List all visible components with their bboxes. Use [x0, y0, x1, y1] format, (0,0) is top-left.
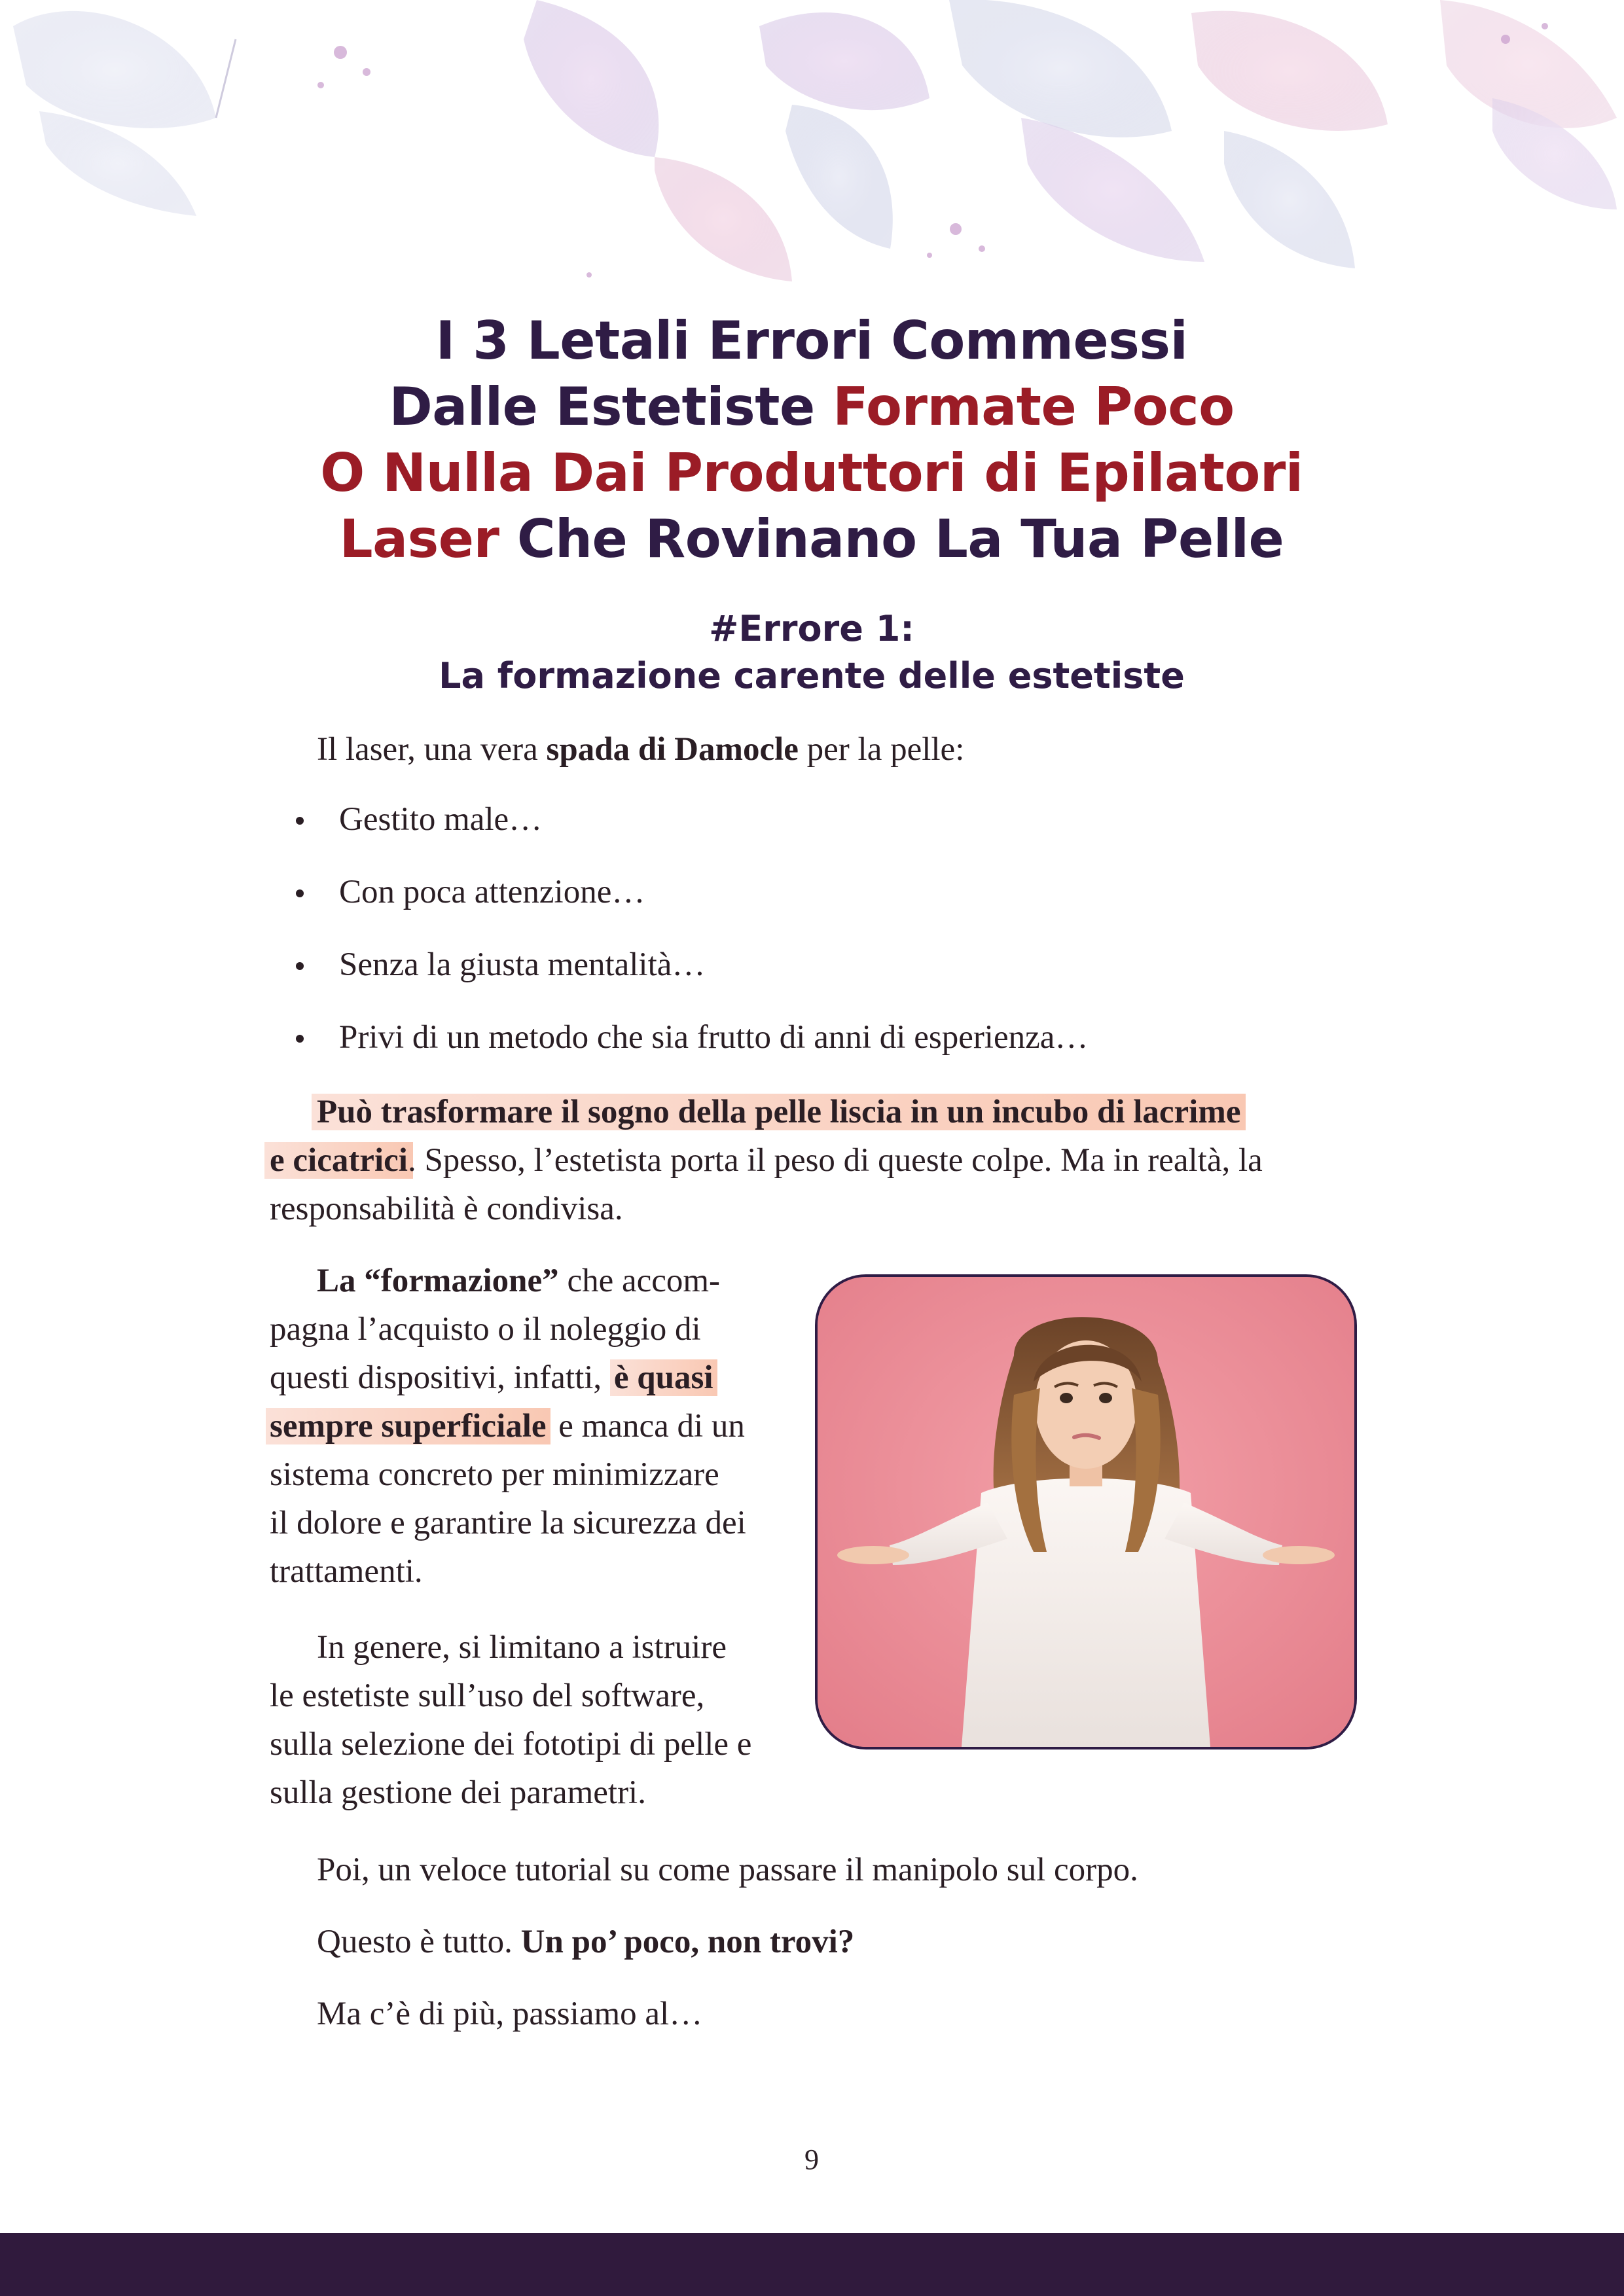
- intro-text-bold: spada di Damocle: [546, 731, 799, 768]
- paragraph-line: [270, 1257, 793, 1305]
- bullet-icon: [296, 817, 304, 825]
- paragraph-line: In genere, si limitano a istruire: [317, 1629, 727, 1666]
- paragraph-line: pagna l’acquisto o il noleggio di: [270, 1311, 701, 1348]
- highlight-text: Può trasformare il sogno della pelle liscia in un incubo di lacrime: [312, 1094, 1246, 1130]
- page-title: [196, 308, 1427, 572]
- intro-text-a: Il laser, una vera: [317, 731, 547, 768]
- paragraph-warning-line-1: [270, 1088, 1356, 1136]
- shrugging-woman-photo: [815, 1274, 1357, 1749]
- title-line-4: [196, 506, 1427, 572]
- list-item-text: Gestito male…: [339, 801, 543, 838]
- list-item: [288, 941, 1088, 989]
- title-line-2: [196, 374, 1427, 440]
- paragraph-text: e manca di un: [550, 1408, 745, 1444]
- paragraph-closing: Ma c’è di più, passiamo al…: [317, 1996, 703, 2032]
- page-number: 9: [804, 2144, 819, 2176]
- highlight-text: e cicatrici: [264, 1142, 413, 1179]
- list-item-text: Con poca attenzione…: [339, 874, 645, 910]
- title-line-1: I 3 Letali Errori Commessi: [435, 310, 1188, 371]
- paragraph-warning-line-3: responsabilità è condivisa.: [270, 1191, 623, 1227]
- paragraph-text: Questo è tutto.: [317, 1924, 521, 1960]
- highlight-text: è quasi: [610, 1359, 717, 1396]
- list-item: [288, 868, 1088, 916]
- paragraph-warning-text: . Spesso, l’estetista porta il peso di queste colpe. Ma in realtà, la: [407, 1142, 1263, 1179]
- paragraph-line: le estetiste sull’uso del software,: [270, 1677, 705, 1714]
- title-line-2-dark: Dalle Estetiste: [389, 376, 833, 437]
- list-item: [288, 795, 1088, 844]
- paragraph-line: trattamenti.: [270, 1553, 423, 1590]
- title-line-2-red: Formate Poco: [833, 376, 1235, 437]
- paragraph-line: sulla selezione dei fototipi di pelle e: [270, 1726, 752, 1763]
- list-item-text: Senza la giusta mentalità…: [339, 946, 706, 983]
- paragraph-line: sulla gestione dei parametri.: [270, 1774, 646, 1811]
- intro-paragraph: [317, 725, 964, 774]
- highlight-text: sempre superficiale: [266, 1408, 550, 1444]
- paragraph-tutorial: Poi, un veloce tutorial su come passare il manipolo sul corpo.: [317, 1852, 1138, 1888]
- list-item: [288, 1013, 1088, 1062]
- paragraph-limitano: [270, 1623, 793, 1817]
- paragraph-questo: [317, 1918, 854, 1966]
- paragraph-line: [270, 1354, 793, 1402]
- paragraph-line: [270, 1402, 793, 1450]
- bold-text: La “formazione”: [317, 1263, 559, 1299]
- intro-text-c: per la pelle:: [798, 731, 965, 768]
- bullet-list: [288, 795, 1088, 1086]
- list-item-text: Privi di un metodo che sia frutto di anni di esperienza…: [339, 1019, 1089, 1056]
- title-line-3: O Nulla Dai Produttori di Epilatori: [320, 442, 1303, 503]
- bullet-icon: [296, 889, 304, 897]
- paragraph-warning-line-2: [270, 1136, 1356, 1185]
- paragraph-line: sistema concreto per minimizzare: [270, 1456, 719, 1493]
- paragraph-text: che accom-: [558, 1263, 721, 1299]
- section-heading: [196, 605, 1427, 700]
- section-heading-number: #Errore 1:: [709, 608, 914, 649]
- bullet-icon: [296, 1035, 304, 1043]
- footer-band: [0, 2233, 1624, 2296]
- section-heading-title: La formazione carente delle estetiste: [439, 655, 1185, 696]
- bullet-icon: [296, 962, 304, 970]
- title-line-4-red: Laser: [339, 509, 499, 569]
- paragraph-text: questi dispositivi, infatti,: [270, 1359, 610, 1396]
- title-line-4-dark: Che Rovinano La Tua Pelle: [499, 509, 1284, 569]
- paragraph-formazione: [270, 1257, 793, 1596]
- floral-header-decoration: [0, 0, 1624, 301]
- bold-text: Un po’ poco, non trovi?: [520, 1924, 855, 1960]
- paragraph-line: il dolore e garantire la sicurezza dei: [270, 1505, 746, 1541]
- paragraph-warning: [270, 1088, 1356, 1233]
